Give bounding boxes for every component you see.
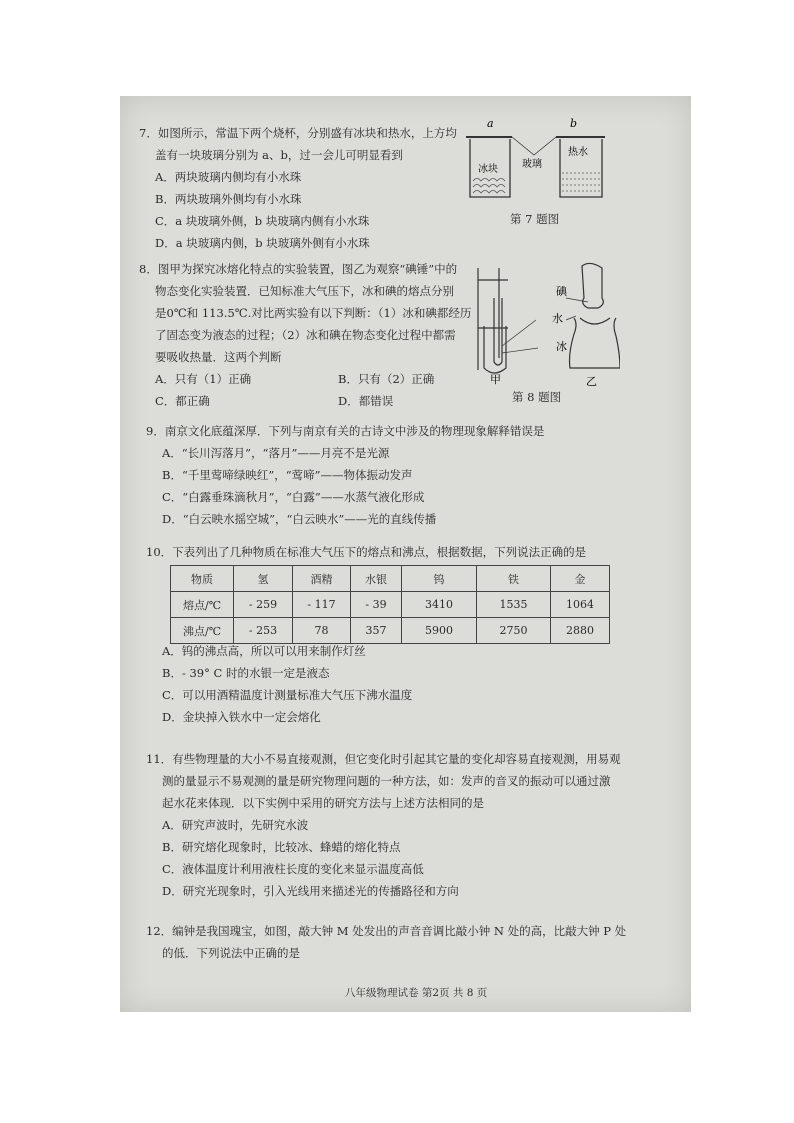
option-a: A．“长川泻落月”，“落月”——月亮不是光源	[162, 446, 390, 460]
figure-7-beakers	[460, 115, 610, 207]
table-cell: 氢	[234, 566, 293, 592]
hot-water	[562, 173, 600, 191]
glass-label: 玻璃	[522, 159, 542, 170]
table-cell: 金	[551, 566, 610, 592]
label-pointers	[502, 298, 588, 353]
table-cell: 357	[351, 618, 402, 644]
melting-boiling-table	[170, 565, 610, 644]
hot-water-label: 热水	[568, 147, 588, 158]
option-d: D．a 块玻璃内侧，b 块玻璃外侧有小水珠	[155, 236, 370, 250]
table-cell: - 39	[351, 592, 402, 618]
question-11	[146, 748, 621, 902]
glass-a-label: a	[487, 117, 494, 130]
table-cell: 水银	[351, 566, 402, 592]
question-stem: 是0℃和 113.5℃.对比两实验有以下判断：（1）冰和碘都经历	[155, 306, 472, 320]
option-b: B．- 39° C 时的水银一定是液态	[162, 666, 330, 680]
figure-8-caption: 第 8 题图	[512, 390, 562, 404]
question-stem: 12．编钟是我国瑰宝，如图，敲大钟 M 处发出的声音音调比敲小钟 N 处的高，比敲大钟 P 处	[146, 924, 627, 938]
question-8	[139, 258, 471, 412]
water-label: 水	[552, 312, 563, 325]
question-stem: 要吸收热量．这两个判断	[155, 350, 282, 364]
question-10	[146, 541, 586, 563]
table-cell: - 259	[234, 592, 293, 618]
page-footer: 八年级物理试卷 第2页 共 8 页	[345, 987, 488, 999]
iodine-hammer-setup	[570, 263, 621, 368]
option-b: B．两块玻璃外侧均有小水珠	[155, 192, 302, 206]
option-d: D．金块掉入铁水中一定会熔化	[162, 710, 321, 724]
option-d: D．都错误	[338, 394, 394, 408]
question-stem: 测的量显示不易观测的量是研究物理问题的一种方法，如：发声的音叉的振动可以通过激	[162, 774, 611, 788]
table-cell: 5900	[402, 618, 477, 644]
table-row	[171, 592, 610, 618]
iodine-label: 碘	[556, 285, 567, 298]
glass-b-label: b	[570, 117, 578, 130]
question-9	[146, 420, 544, 530]
table-header-row	[171, 566, 610, 592]
table-cell: 铁	[477, 566, 551, 592]
ice-label: 冰块	[478, 164, 498, 175]
question-7	[139, 122, 457, 254]
question-10-options	[162, 640, 412, 728]
ice-label: 冰	[556, 340, 567, 353]
question-stem: 盖有一块玻璃分别为 a、b，过一会儿可明显看到	[155, 148, 403, 162]
question-stem: 的低．下列说法中正确的是	[162, 946, 300, 960]
option-c: C．都正确	[155, 394, 210, 408]
table-cell: 2750	[477, 618, 551, 644]
ice-cubes	[473, 179, 505, 194]
option-b: B．“千里莺啼绿映红”，“莺啼”——物体振动发声	[162, 468, 413, 482]
question-12	[146, 920, 626, 964]
option-c: C．液体温度计利用液柱长度的变化来显示温度高低	[162, 862, 424, 876]
option-a: A．研究声波时，先研究水波	[162, 818, 309, 832]
option-a: A．两块玻璃内侧均有小水珠	[155, 170, 302, 184]
figure-8-apparatus	[470, 258, 620, 390]
glass-pointer-lines	[512, 137, 556, 155]
table-cell: 2880	[551, 618, 610, 644]
table-cell: 1535	[477, 592, 551, 618]
option-a: A．钨的沸点高，所以可以用来制作灯丝	[162, 644, 366, 658]
ice-melting-setup	[478, 268, 508, 373]
table-cell: 物质	[171, 566, 234, 592]
table-cell: 沸点/℃	[171, 618, 234, 644]
figure-jia-label: 甲	[490, 373, 501, 386]
option-b: B．只有（2）正确	[338, 372, 435, 386]
option-a: A．只有（1）正确	[155, 372, 252, 386]
table-cell: - 253	[234, 618, 293, 644]
figure-yi-label: 乙	[586, 375, 597, 388]
option-c: C．可以用酒精温度计测量标准大气压下沸水温度	[162, 688, 413, 702]
table-cell: 熔点/℃	[171, 592, 234, 618]
option-d: D．研究光现象时，引入光线用来描述光的传播路径和方向	[162, 884, 459, 898]
table-cell: 78	[293, 618, 351, 644]
question-stem: 9．南京文化底蕴深厚．下列与南京有关的古诗文中涉及的物理现象解释错误是	[146, 424, 545, 438]
table-cell: 酒精	[293, 566, 351, 592]
question-stem: 10．下表列出了几种物质在标准大气压下的熔点和沸点，根据数据，下列说法正确的是	[146, 545, 587, 559]
question-stem: 11．有些物理量的大小不易直接观测，但它变化时引起其它量的变化却容易直接观测，用易观	[146, 752, 621, 766]
option-b: B．研究熔化现象时，比较冰、蜂蜡的熔化特点	[162, 840, 401, 854]
question-stem: 8．图甲为探究冰熔化特点的实验装置，图乙为观察“碘锤”中的	[139, 262, 458, 276]
option-c: C．“白露垂珠滴秋月”，“白露”——水蒸气液化形成	[162, 490, 425, 504]
table-cell: 1064	[551, 592, 610, 618]
question-stem: 起水花来体现．以下实例中采用的研究方法与上述方法相同的是	[162, 796, 484, 810]
table-cell: 3410	[402, 592, 477, 618]
table-cell: 钨	[402, 566, 477, 592]
table-cell: - 117	[293, 592, 351, 618]
question-stem: 7．如图所示，常温下两个烧杯，分别盛有冰块和热水，上方均	[139, 126, 457, 140]
question-stem: 了固态变为液态的过程；（2）冰和碘在物态变化过程中都需	[155, 328, 456, 342]
option-c: C．a 块玻璃外侧，b 块玻璃内侧有小水珠	[155, 214, 370, 228]
option-d: D．“白云映水摇空城”，“白云映水”——光的直线传播	[162, 512, 437, 526]
question-stem: 物态变化实验装置．已知标准大气压下，冰和碘的熔点分别	[155, 284, 454, 298]
figure-7-caption: 第 7 题图	[510, 212, 560, 226]
